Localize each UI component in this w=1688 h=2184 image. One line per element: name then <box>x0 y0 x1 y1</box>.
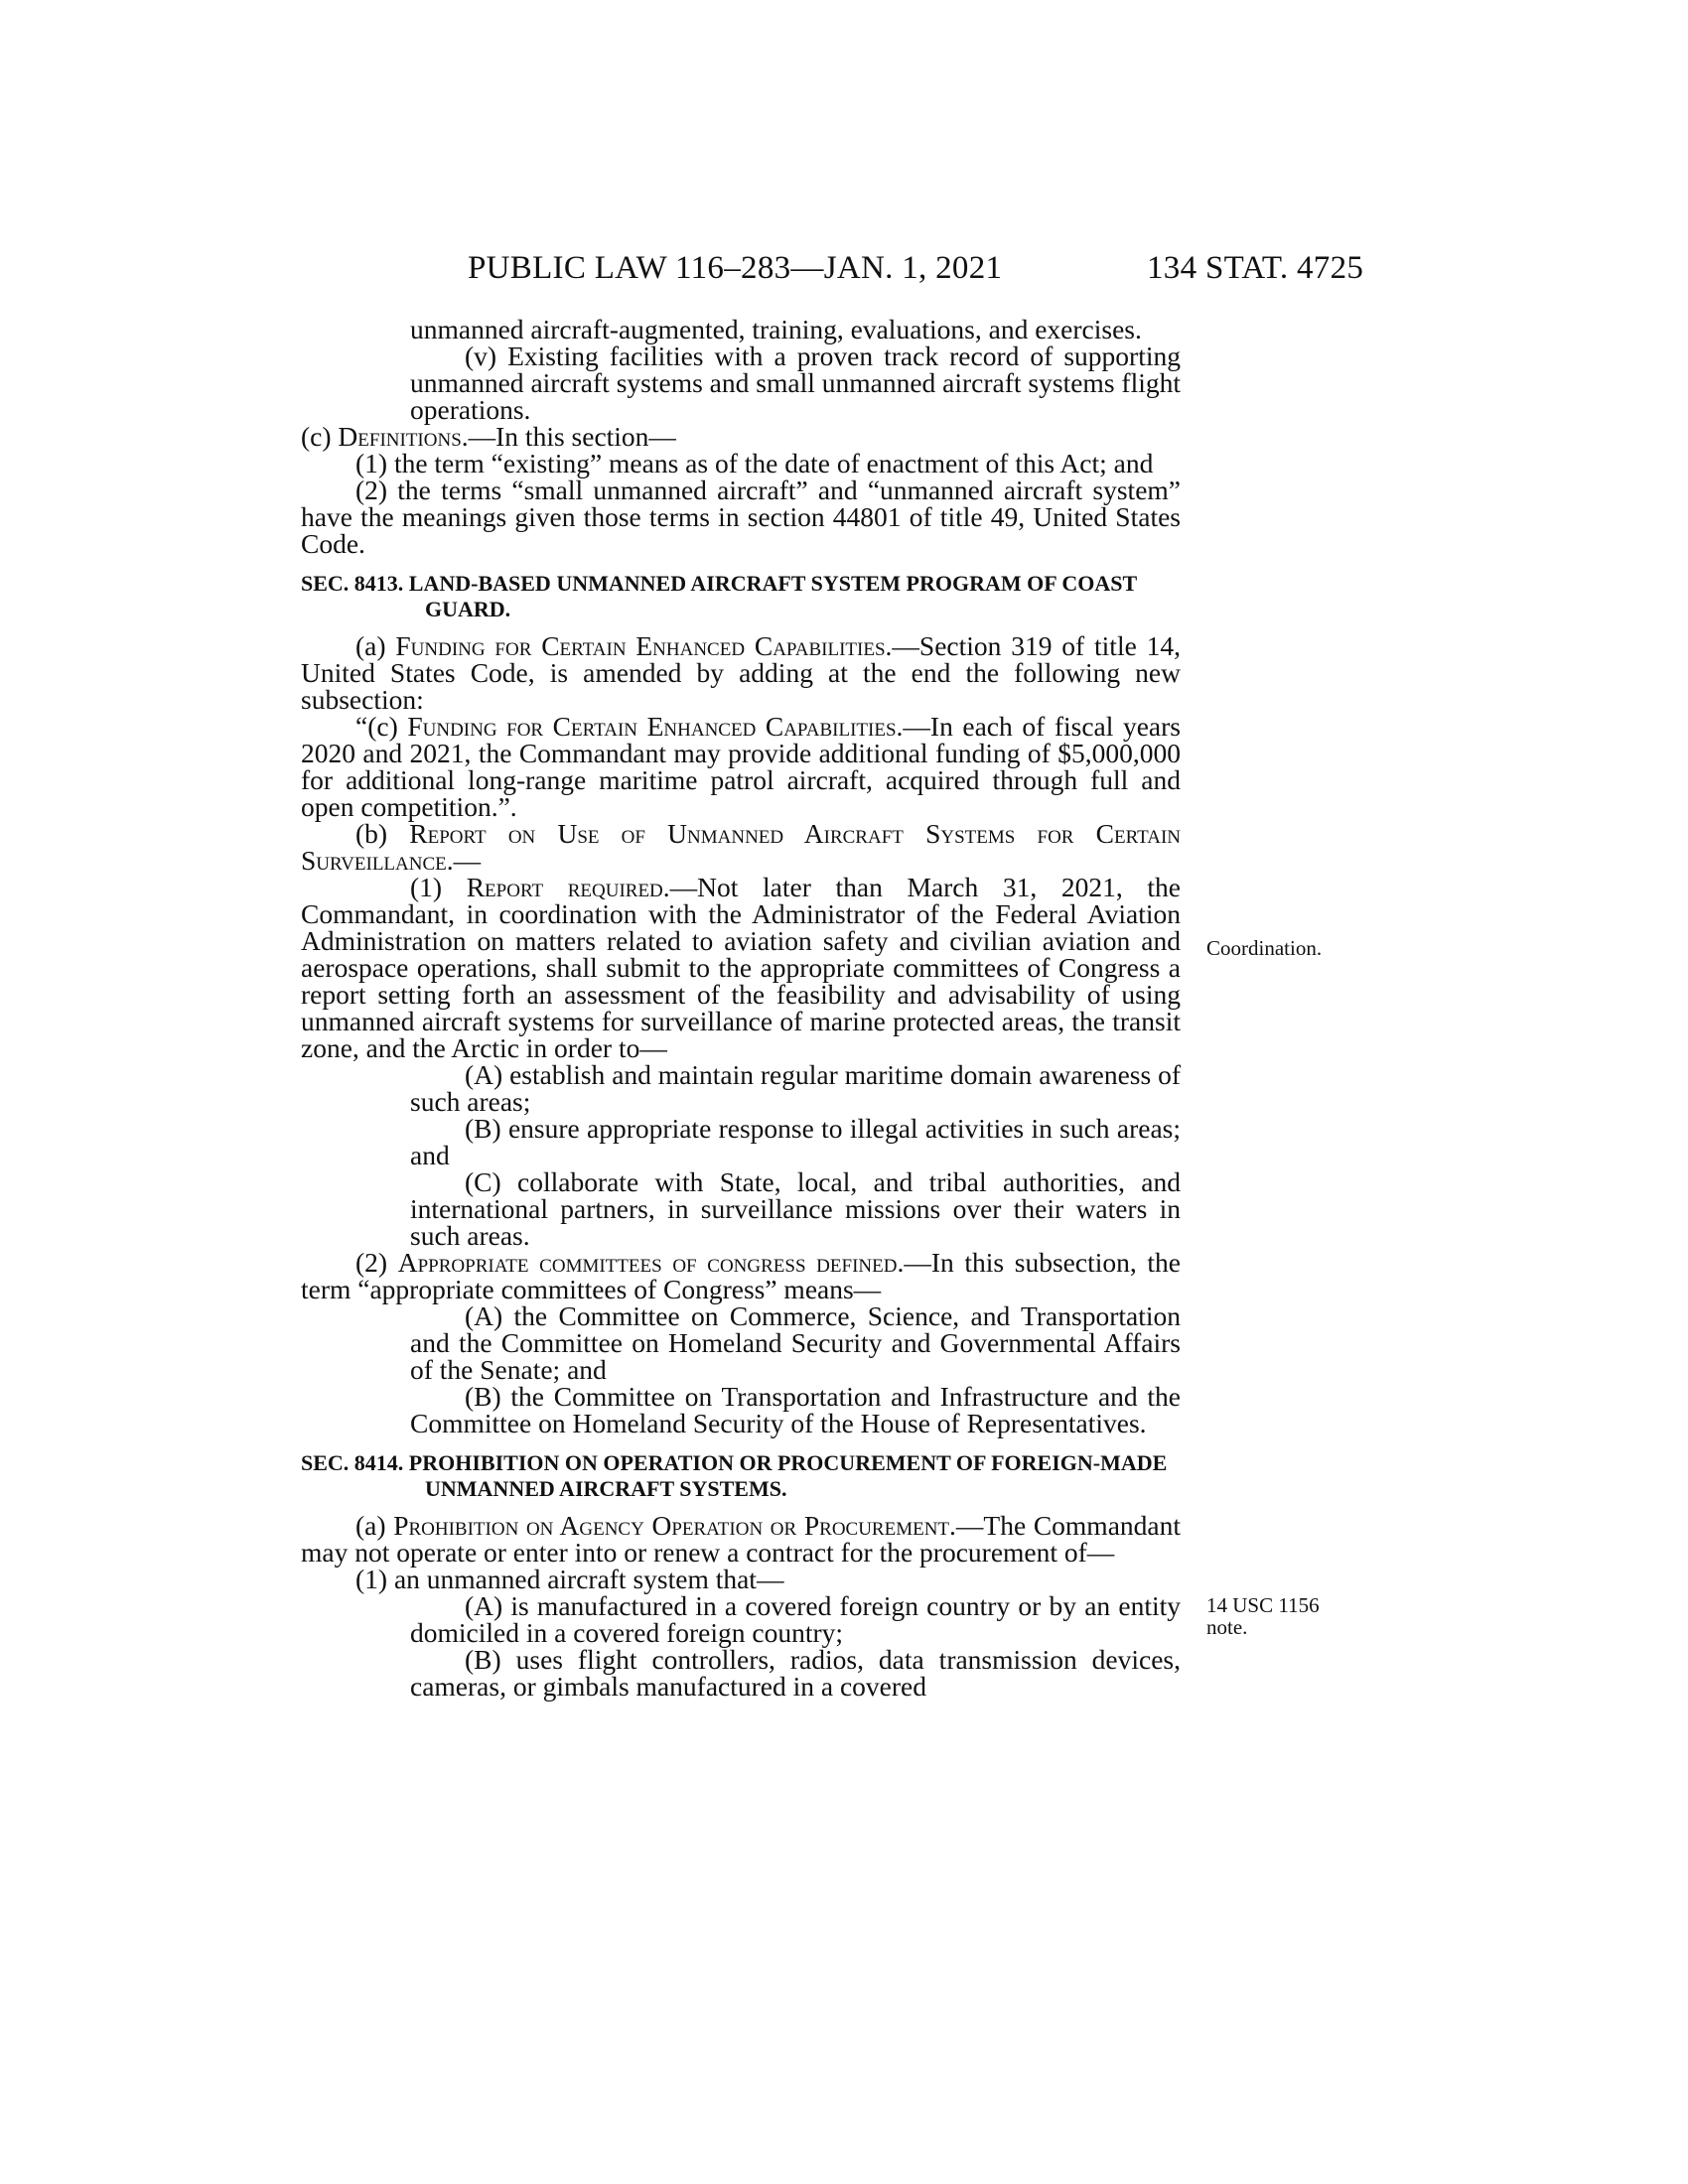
paragraph: (2) the terms “small unmanned aircraft” and “unmanned aircraft system” have the meanings given those terms in section 44801 of title 49, United States Code. <box>301 475 1181 559</box>
margin-note-usc-line2: note. <box>1206 1615 1248 1639</box>
list-item: (A) is manufactured in a covered foreign country or by an entity domiciled in a covered foreign country; <box>410 1590 1181 1648</box>
paragraph: (a) Funding for Certain Enhanced Capabilities.—Section 319 of title 14, United States Code, is amended by adding at the end the following new subsection: <box>301 630 1181 715</box>
page-number-stat: 134 STAT. 4725 <box>1147 250 1364 286</box>
list-item: (B) the Committee on Transportation and Infrastructure and the Committee on Homeland Security of the House of Representatives. <box>410 1381 1181 1438</box>
list-item: (1) an unmanned aircraft system that— <box>355 1564 784 1594</box>
margin-note-usc-line1: 14 USC 1156 <box>1206 1593 1320 1617</box>
paragraph: “(c) Funding for Certain Enhanced Capabilities.—In each of fiscal years 2020 and 2021, the Commandant may provide additional funding of $5,000,000 for additional long-range maritime patrol aircraft, acquired through full and open competition.”. <box>301 711 1182 822</box>
list-item: (C) collaborate with State, local, and tribal authorities, and international partners, in surveillance missions over their waters in such areas. <box>410 1166 1181 1251</box>
paragraph: (a) Prohibition on Agency Operation or Procurement.—The Commandant may not operate or enter into or renew a contract for the procurement of— <box>301 1510 1181 1568</box>
section-heading-8414: SEC. 8414. PROHIBITION ON OPERATION OR PROCUREMENT OF FOREIGN-MADE UNMANNED AIRCRAFT SYSTEMS. <box>301 1450 1168 1501</box>
document-body <box>301 316 1181 1700</box>
running-header-citation: PUBLIC LAW 116–283—JAN. 1, 2021 <box>468 250 1003 286</box>
paragraph: (1) Report required.—Not later than March 31, 2021, the Commandant, in coordination with the Administrator of the Federal Aviation Administration on matters related to aviation safety and civilian aviation and aerospace operations, shall submit to the appropriate committees of Congress a report setting forth an assessment of the feasibility and advisability of using unmanned aircraft systems for surveillance of marine protected areas, the transit zone, and the Arctic in order to— <box>301 872 1181 1063</box>
margin-note-coordination: Coordination. <box>1206 936 1323 960</box>
paragraph-definitions: (c) Definitions.—In this section— <box>301 421 676 452</box>
paragraph: (v) Existing facilities with a proven track record of supporting unmanned aircraft systems and small unmanned aircraft systems flight operations. <box>410 341 1181 425</box>
margin-note-usc <box>1206 1594 1320 1638</box>
paragraph: (1) the term “existing” means as of the date of enactment of this Act; and <box>355 448 1154 478</box>
section-heading-8413: SEC. 8413. LAND-BASED UNMANNED AIRCRAFT SYSTEM PROGRAM OF COAST GUARD. <box>301 571 1137 621</box>
list-item: (A) the Committee on Commerce, Science, and Transportation and the Committee on Homeland Security and Governmental Affairs of the Senate; and <box>410 1300 1181 1385</box>
list-item: (B) ensure appropriate response to illegal activities in such areas; and <box>410 1113 1181 1170</box>
list-item: (A) establish and maintain regular maritime domain awareness of such areas; <box>410 1059 1181 1117</box>
paragraph: (b) Report on Use of Unmanned Aircraft Systems for Certain Surveillance.— <box>301 818 1181 876</box>
list-item: (B) uses flight controllers, radios, data transmission devices, cameras, or gimbals manufactured in a covered <box>410 1644 1181 1702</box>
paragraph: unmanned aircraft-augmented, training, evaluations, and exercises. <box>410 314 1142 344</box>
paragraph: (2) Appropriate committees of congress defined.—In this subsection, the term “appropriate committees of Congress” means— <box>301 1247 1181 1304</box>
